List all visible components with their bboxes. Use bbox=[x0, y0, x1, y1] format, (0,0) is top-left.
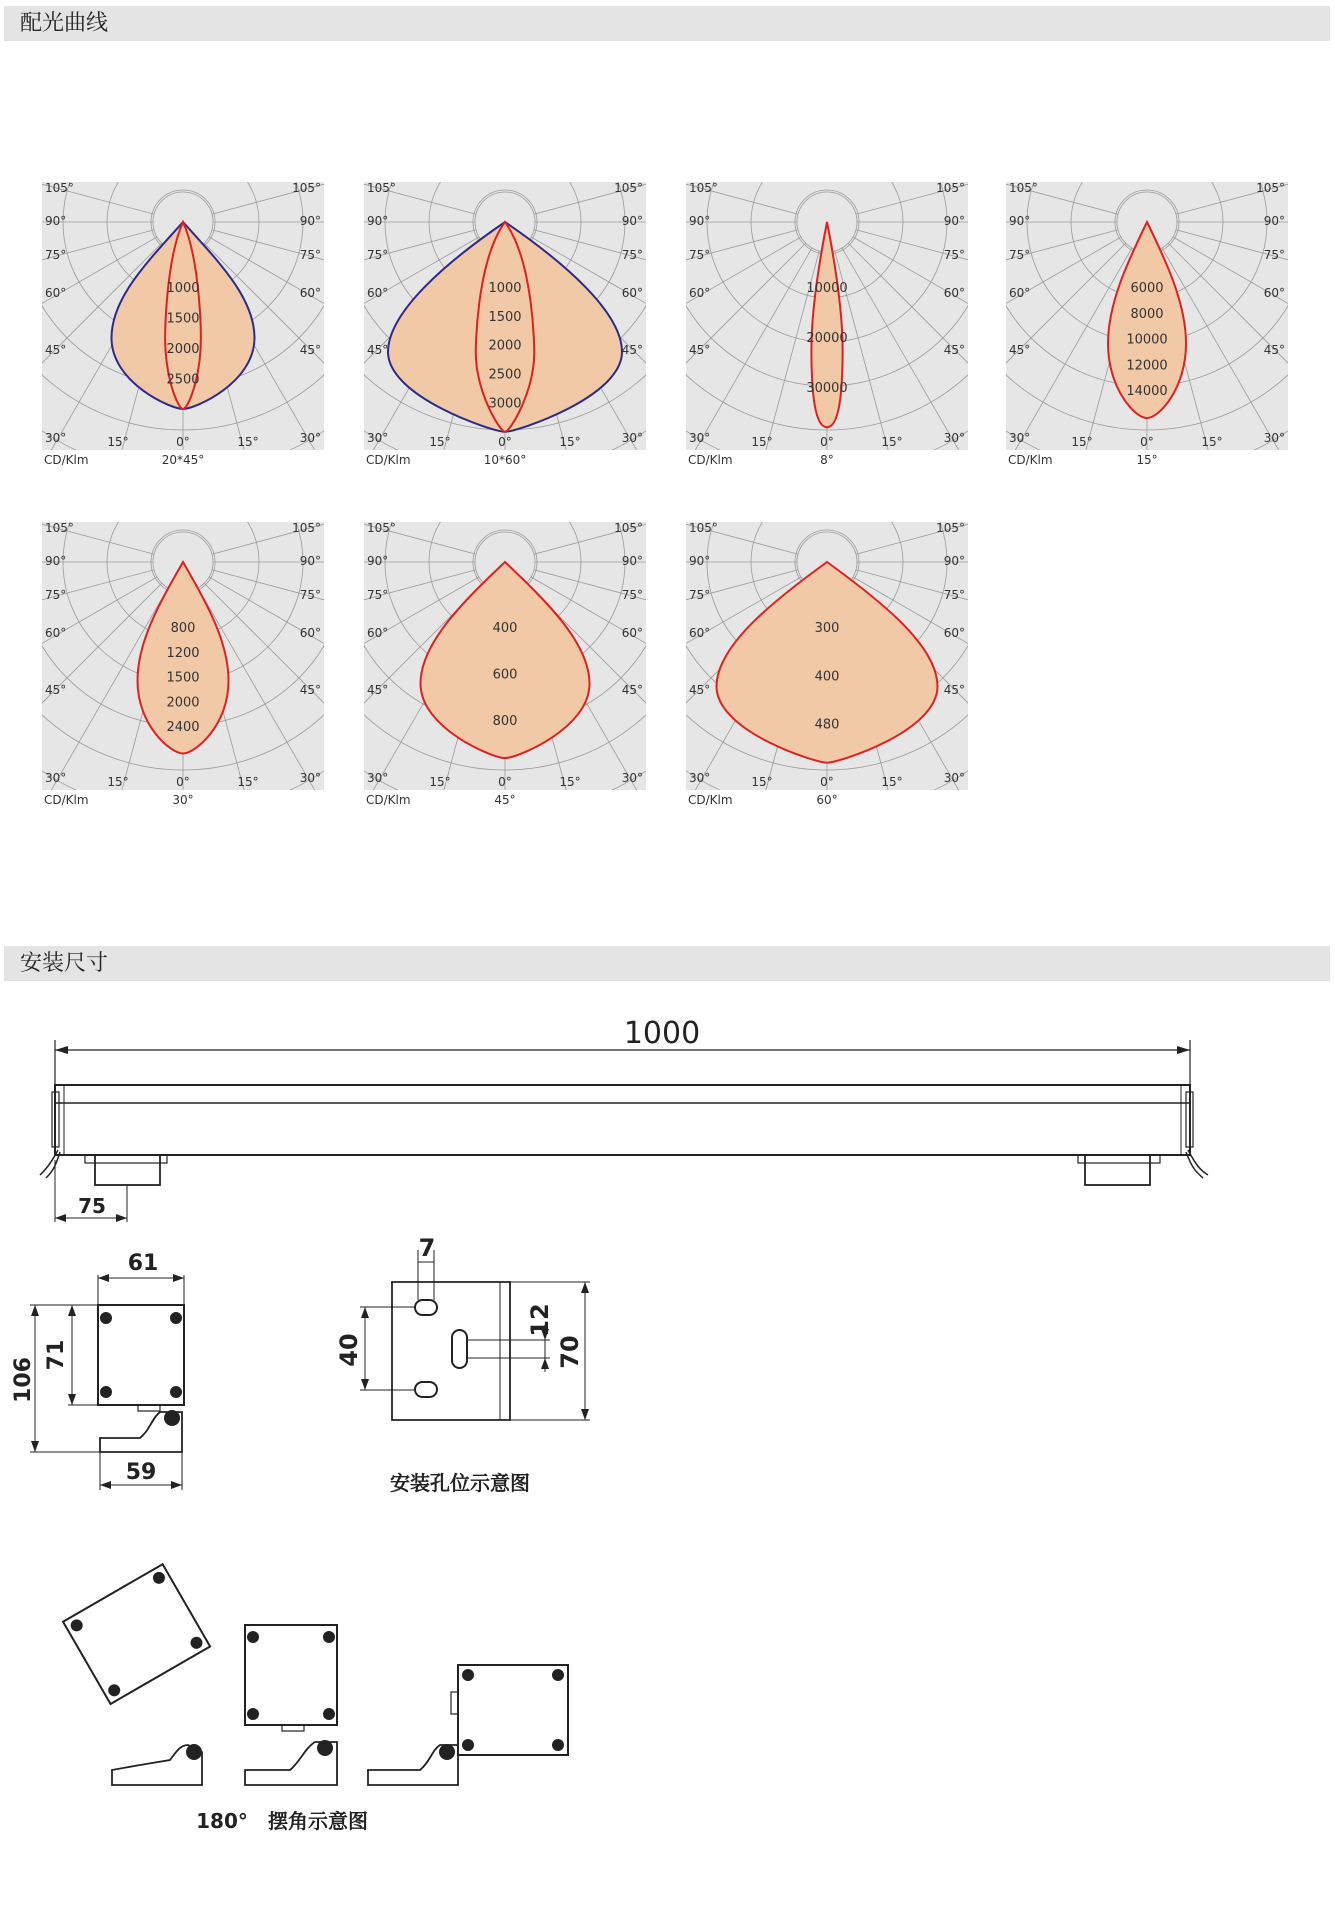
total-height-label: 106 bbox=[11, 1357, 36, 1403]
right-angle-label: 75° bbox=[621, 248, 643, 262]
right-angle-label: 75° bbox=[1263, 248, 1285, 262]
length-dimension-label: 1000 bbox=[623, 1016, 701, 1051]
hole-spacing-label: 40 bbox=[335, 1333, 363, 1367]
ring-label: 1200 bbox=[166, 645, 200, 661]
right-angle-label: 30° bbox=[621, 431, 643, 445]
left-angle-label: 45° bbox=[45, 343, 67, 357]
ring-label: 800 bbox=[492, 713, 518, 729]
bracket-offset-label: 75 bbox=[78, 1194, 106, 1218]
bottom-angle-label: 0° bbox=[820, 775, 834, 789]
right-angle-label: 30° bbox=[943, 771, 965, 785]
left-angle-label: 30° bbox=[45, 431, 67, 445]
body-height-label: 71 bbox=[44, 1339, 69, 1371]
ring-label: 600 bbox=[492, 667, 518, 683]
right-angle-label: 90° bbox=[299, 554, 321, 568]
left-angle-label: 60° bbox=[1009, 286, 1031, 300]
plate-height-label: 70 bbox=[556, 1335, 584, 1369]
right-angle-label: 60° bbox=[1263, 286, 1285, 300]
left-angle-label: 60° bbox=[45, 626, 67, 640]
left-angle-label: 45° bbox=[45, 683, 67, 697]
bottom-angle-label: 15° bbox=[881, 775, 903, 789]
slot-height-label: 12 bbox=[526, 1303, 554, 1337]
right-angle-label: 90° bbox=[943, 554, 965, 568]
ring-label: 20000 bbox=[806, 331, 848, 347]
bottom-angle-label: 15° bbox=[429, 435, 451, 449]
bottom-angle-label: 15° bbox=[559, 775, 581, 789]
left-angle-label: 60° bbox=[367, 626, 389, 640]
unit-label: CD/Klm bbox=[1008, 453, 1053, 467]
left-angle-label: 45° bbox=[367, 683, 389, 697]
beam-angle-label: 30° bbox=[172, 793, 194, 807]
right-angle-label: 60° bbox=[943, 626, 965, 640]
right-angle-label: 45° bbox=[621, 343, 643, 357]
ring-label: 1000 bbox=[166, 281, 200, 296]
left-angle-label: 30° bbox=[367, 771, 389, 785]
right-angle-label: 90° bbox=[299, 214, 321, 228]
bottom-angle-label: 15° bbox=[751, 435, 773, 449]
ring-label: 2000 bbox=[488, 338, 522, 354]
unit-label: CD/Klm bbox=[366, 793, 411, 807]
right-angle-label: 105° bbox=[1256, 182, 1285, 195]
bottom-angle-label: 0° bbox=[1140, 435, 1154, 449]
ring-label: 6000 bbox=[1130, 281, 1164, 296]
ring-label: 2000 bbox=[166, 695, 200, 711]
ring-label: 2500 bbox=[166, 372, 200, 388]
swing-view-sideways bbox=[368, 1665, 568, 1785]
left-angle-label: 105° bbox=[367, 182, 396, 195]
light-distribution-title: 配光曲线 bbox=[20, 11, 109, 36]
left-angle-label: 90° bbox=[45, 554, 67, 568]
right-angle-label: 90° bbox=[943, 214, 965, 228]
right-angle-label: 30° bbox=[299, 431, 321, 445]
ring-label: 480 bbox=[814, 717, 840, 733]
bottom-angle-label: 0° bbox=[498, 435, 512, 449]
left-angle-label: 105° bbox=[1009, 182, 1038, 195]
bottom-angle-label: 15° bbox=[237, 435, 259, 449]
ring-label: 2500 bbox=[488, 367, 522, 383]
bottom-angle-label: 15° bbox=[881, 435, 903, 449]
ring-label: 10000 bbox=[1126, 332, 1168, 348]
right-angle-label: 60° bbox=[621, 286, 643, 300]
right-angle-label: 45° bbox=[621, 683, 643, 697]
left-angle-label: 90° bbox=[1009, 214, 1031, 228]
left-angle-label: 75° bbox=[367, 588, 389, 602]
left-angle-label: 105° bbox=[689, 522, 718, 535]
left-angle-label: 30° bbox=[367, 431, 389, 445]
ring-label: 12000 bbox=[1126, 358, 1168, 374]
left-angle-label: 30° bbox=[1009, 431, 1031, 445]
left-angle-label: 75° bbox=[689, 588, 711, 602]
mounting-plate bbox=[360, 1250, 590, 1420]
ring-label: 400 bbox=[814, 669, 840, 685]
left-angle-label: 105° bbox=[367, 522, 396, 535]
left-angle-label: 75° bbox=[367, 248, 389, 262]
left-angle-label: 30° bbox=[45, 771, 67, 785]
right-angle-label: 75° bbox=[621, 588, 643, 602]
left-angle-label: 75° bbox=[689, 248, 711, 262]
ring-label: 1500 bbox=[166, 670, 200, 686]
right-angle-label: 90° bbox=[621, 554, 643, 568]
right-angle-label: 30° bbox=[1263, 431, 1285, 445]
base-width-label: 59 bbox=[125, 1460, 157, 1485]
bottom-angle-label: 15° bbox=[237, 775, 259, 789]
ring-label: 3000 bbox=[488, 396, 522, 412]
top-width-label: 61 bbox=[127, 1251, 159, 1276]
swing-angle-degree: 180° bbox=[196, 1809, 248, 1833]
left-angle-label: 60° bbox=[367, 286, 389, 300]
hole-width-label: 7 bbox=[418, 1234, 436, 1262]
left-angle-label: 45° bbox=[689, 683, 711, 697]
left-angle-label: 75° bbox=[45, 248, 67, 262]
left-angle-label: 90° bbox=[367, 214, 389, 228]
unit-label: CD/Klm bbox=[44, 453, 89, 467]
bottom-angle-label: 0° bbox=[176, 435, 190, 449]
right-angle-label: 60° bbox=[299, 626, 321, 640]
bottom-angle-label: 0° bbox=[498, 775, 512, 789]
right-angle-label: 45° bbox=[943, 343, 965, 357]
bottom-angle-label: 15° bbox=[1201, 435, 1223, 449]
ring-label: 1500 bbox=[166, 311, 200, 327]
unit-label: CD/Klm bbox=[688, 453, 733, 467]
left-angle-label: 75° bbox=[1009, 248, 1031, 262]
swing-angle-caption: 摆角示意图 bbox=[268, 1809, 368, 1833]
right-angle-label: 75° bbox=[299, 588, 321, 602]
right-angle-label: 105° bbox=[614, 522, 643, 535]
mounting-holes-caption: 安装孔位示意图 bbox=[390, 1471, 530, 1495]
right-angle-label: 30° bbox=[299, 771, 321, 785]
right-angle-label: 75° bbox=[943, 248, 965, 262]
right-angle-label: 105° bbox=[292, 182, 321, 195]
right-angle-label: 90° bbox=[621, 214, 643, 228]
unit-label: CD/Klm bbox=[366, 453, 411, 467]
right-angle-label: 60° bbox=[621, 626, 643, 640]
left-angle-label: 105° bbox=[45, 182, 74, 195]
right-angle-label: 45° bbox=[299, 683, 321, 697]
beam-angle-label: 8° bbox=[820, 453, 834, 467]
right-angle-label: 45° bbox=[299, 343, 321, 357]
right-angle-label: 75° bbox=[943, 588, 965, 602]
swing-view-upright bbox=[245, 1625, 337, 1785]
end-view bbox=[30, 1274, 184, 1490]
left-angle-label: 30° bbox=[689, 431, 711, 445]
left-angle-label: 60° bbox=[45, 286, 67, 300]
beam-angle-label: 60° bbox=[816, 793, 838, 807]
left-angle-label: 60° bbox=[689, 626, 711, 640]
left-angle-label: 90° bbox=[367, 554, 389, 568]
right-angle-label: 60° bbox=[299, 286, 321, 300]
beam-angle-label: 20*45° bbox=[161, 453, 205, 467]
left-angle-label: 45° bbox=[1009, 343, 1031, 357]
left-angle-label: 60° bbox=[689, 286, 711, 300]
left-angle-label: 105° bbox=[689, 182, 718, 195]
unit-label: CD/Klm bbox=[688, 793, 733, 807]
left-angle-label: 90° bbox=[45, 214, 67, 228]
right-angle-label: 45° bbox=[1263, 343, 1285, 357]
right-angle-label: 105° bbox=[936, 522, 965, 535]
left-angle-label: 105° bbox=[45, 522, 74, 535]
ring-label: 30000 bbox=[806, 381, 848, 397]
right-angle-label: 75° bbox=[299, 248, 321, 262]
bottom-angle-label: 15° bbox=[559, 435, 581, 449]
ring-label: 8000 bbox=[1130, 306, 1164, 322]
beam-angle-label: 15° bbox=[1136, 453, 1158, 467]
swing-view-tilted bbox=[63, 1564, 210, 1785]
left-angle-label: 30° bbox=[689, 771, 711, 785]
ring-label: 1500 bbox=[488, 309, 522, 325]
left-angle-label: 90° bbox=[689, 214, 711, 228]
left-angle-label: 45° bbox=[689, 343, 711, 357]
ring-label: 10000 bbox=[806, 281, 848, 296]
bottom-angle-label: 15° bbox=[107, 775, 129, 789]
left-angle-label: 45° bbox=[367, 343, 389, 357]
ring-label: 2400 bbox=[166, 720, 200, 736]
right-angle-label: 105° bbox=[936, 182, 965, 195]
installation-title: 安装尺寸 bbox=[20, 951, 109, 976]
bottom-angle-label: 15° bbox=[1071, 435, 1093, 449]
beam-angle-label: 10*60° bbox=[483, 453, 527, 467]
right-angle-label: 90° bbox=[1263, 214, 1285, 228]
right-angle-label: 30° bbox=[943, 431, 965, 445]
left-angle-label: 90° bbox=[689, 554, 711, 568]
right-angle-label: 60° bbox=[943, 286, 965, 300]
right-angle-label: 105° bbox=[614, 182, 643, 195]
ring-label: 800 bbox=[170, 621, 196, 636]
right-angle-label: 30° bbox=[621, 771, 643, 785]
bottom-angle-label: 15° bbox=[429, 775, 451, 789]
bottom-angle-label: 0° bbox=[176, 775, 190, 789]
ring-label: 14000 bbox=[1126, 384, 1168, 400]
ring-label: 400 bbox=[492, 621, 518, 636]
left-angle-label: 75° bbox=[45, 588, 67, 602]
right-angle-label: 105° bbox=[292, 522, 321, 535]
right-angle-label: 45° bbox=[943, 683, 965, 697]
ring-label: 2000 bbox=[166, 342, 200, 358]
ring-label: 1000 bbox=[488, 281, 522, 296]
beam-angle-label: 45° bbox=[494, 793, 516, 807]
ring-label: 300 bbox=[814, 621, 840, 636]
bottom-angle-label: 15° bbox=[751, 775, 773, 789]
bottom-angle-label: 15° bbox=[107, 435, 129, 449]
bottom-angle-label: 0° bbox=[820, 435, 834, 449]
unit-label: CD/Klm bbox=[44, 793, 89, 807]
bar-side-view bbox=[40, 1040, 1208, 1222]
